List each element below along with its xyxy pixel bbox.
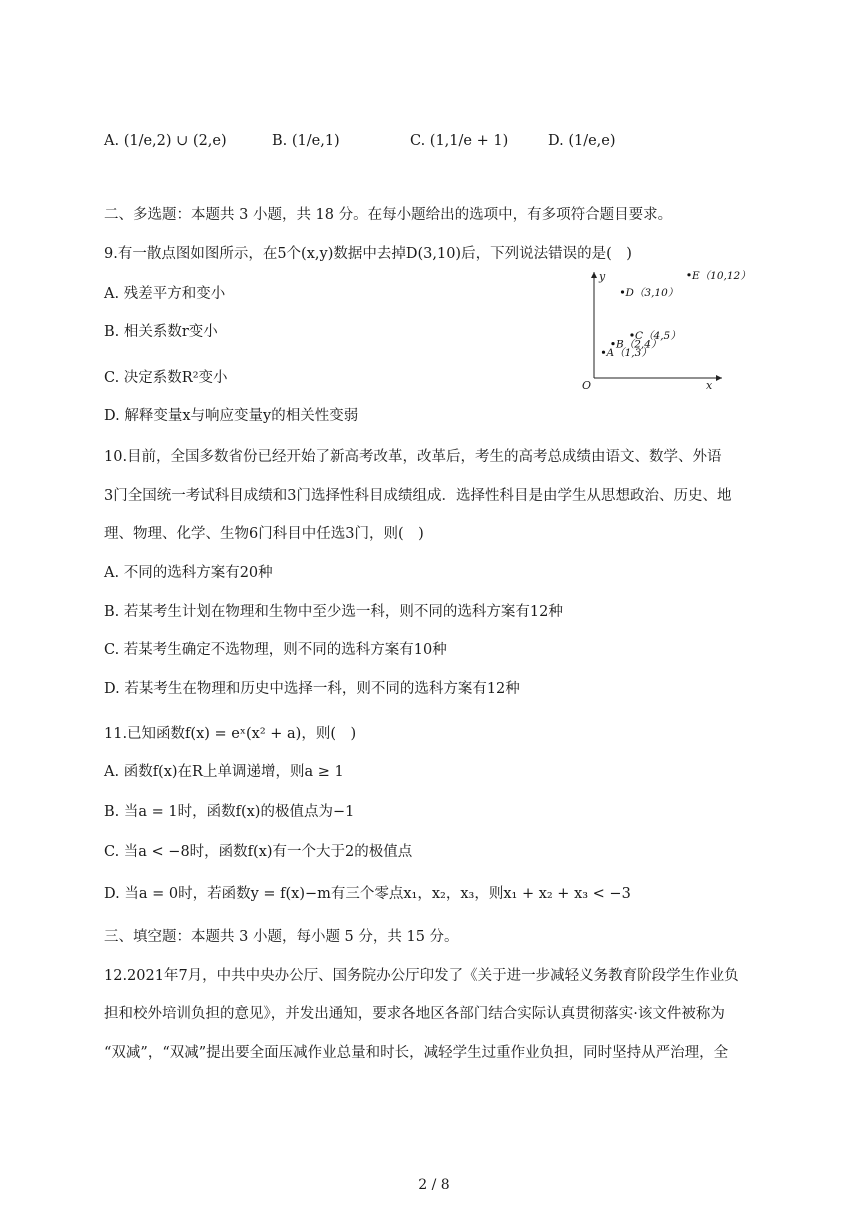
q9-option-b: B. 相关系数r变小 (104, 324, 218, 340)
y-axis-arrow (591, 272, 597, 278)
q11-stem: 11.已知函数f(x) = eˣ(x² + a)，则( ) (104, 726, 357, 742)
q10-option-d: D. 若某考生在物理和历史中选择一科，则不同的选科方案有12种 (104, 681, 520, 697)
x-axis-label: x (706, 379, 713, 392)
x-axis-arrow (716, 375, 722, 381)
q9-stem: 9.有一散点图如图所示，在5个(x,y)数据中去掉D(3,10)后，下列说法错误的是( ) (104, 246, 632, 262)
q9-option-d: D. 解释变量x与响应变量y的相关性变弱 (104, 408, 359, 424)
q11-option-d: D. 当a = 0时，若函数y = f(x)−m有三个零点x₁，x₂，x₃，则x₁ + x₂ + x₃ < −3 (104, 886, 631, 902)
q11-option-b: B. 当a = 1时，函数f(x)的极值点为−1 (104, 804, 355, 820)
point-label-3: D（3,10） (625, 287, 679, 299)
q8-options (104, 124, 744, 158)
q11-option-a: A. 函数f(x)在R上单调递增，则a ≥ 1 (104, 764, 344, 780)
q12-line-1: 12.2021年7月，中共中央办公厅、国务院办公厅印发了《关于进一步减轻义务教育阶段学生作业负 (104, 968, 739, 984)
q10-stem-line-3: 理、物理、化学、生物6门科目中任选3门，则( ) (104, 526, 424, 542)
q10-stem-line-2: 3门全国统一考试科目成绩和3门选择性科目成绩组成．选择性科目是由学生从思想政治、历史、地 (104, 488, 732, 504)
q10-stem-line-1: 10.目前，全国多数省份已经开始了新高考改革，改革后，考生的高考总成绩由语文、数学、外语 (104, 449, 722, 465)
point-3 (621, 290, 624, 293)
q8-option-a: A. (1/e,2) ∪ (2,e) (104, 133, 227, 149)
point-label-4: E（10,12） (692, 269, 751, 282)
q12-line-3: “双减”，“双减”提出要全面压减作业总量和时长，减轻学生过重作业负担，同时坚持从严治理，全 (104, 1045, 729, 1061)
q11-option-c: C. 当a < −8时，函数f(x)有一个大于2的极值点 (104, 844, 413, 860)
q9-option-a: A. 残差平方和变小 (104, 286, 226, 302)
q9-option-c: C. 决定系数R²变小 (104, 370, 228, 386)
page-number: 2 / 8 (418, 1177, 450, 1193)
section3-header: 三、填空题：本题共 3 小题，每小题 5 分，共 15 分。 (104, 929, 459, 945)
q8-option-b: B. (1/e,1) (272, 133, 340, 149)
point-4 (687, 273, 690, 276)
scatter-plot (572, 266, 751, 394)
origin-label: O (582, 379, 592, 392)
q10-option-a: A. 不同的选科方案有20种 (104, 565, 273, 581)
point-0 (602, 351, 605, 354)
point-label-0: A（1,3） (606, 347, 652, 360)
y-axis-label: y (599, 270, 606, 283)
point-label-1: B（2,4） (616, 338, 662, 351)
point-label-2: C（4,5） (635, 330, 681, 342)
point-2 (630, 333, 633, 336)
point-1 (611, 342, 614, 345)
section2-header: 二、多选题：本题共 3 小题，共 18 分。在每小题给出的选项中，有多项符合题目要求。 (104, 207, 673, 223)
q12-line-2: 担和校外培训负担的意见》，并发出通知，要求各地区各部门结合实际认真贯彻落实·该文件被称为 (104, 1006, 725, 1022)
q10-option-b: B. 若某考生计划在物理和生物中至少选一科，则不同的选科方案有12种 (104, 604, 563, 620)
q8-option-c: C. (1,1/e + 1) (410, 133, 509, 149)
q8-option-d: D. (1/e,e) (548, 133, 616, 149)
q10-option-c: C. 若某考生确定不选物理，则不同的选科方案有10种 (104, 642, 447, 658)
